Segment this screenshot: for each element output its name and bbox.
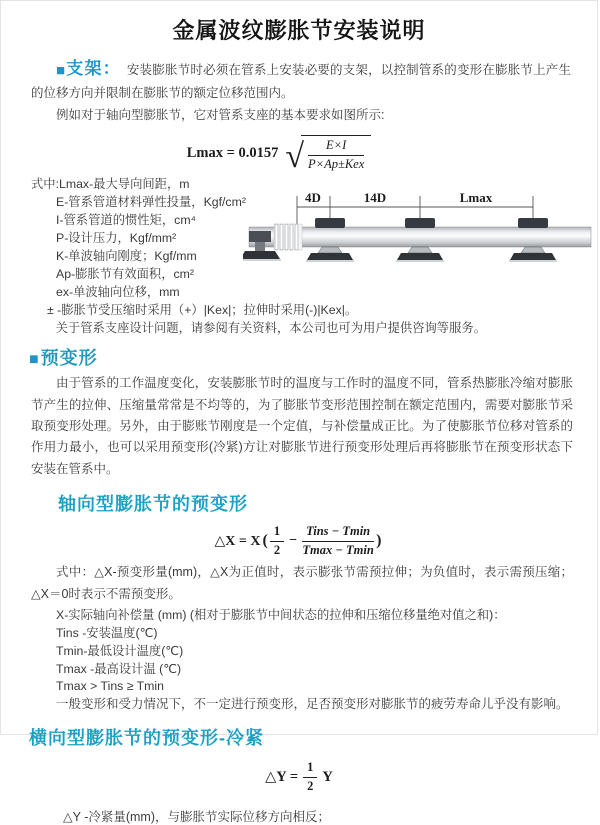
axial-formula-lhs: △X = X bbox=[214, 533, 261, 549]
temperature-fraction bbox=[302, 524, 374, 558]
lmax-formula bbox=[1, 135, 557, 175]
predeform-heading-label: 预变形 bbox=[40, 348, 98, 369]
axial-explanation-paragraph: 式中：△X-预变形量(mm)，△X为正值时，表示膨张节需预拉伸；为负值时，表示需预压缩；△X＝0时表示不需预变形。 bbox=[31, 565, 573, 601]
open-paren: ( bbox=[262, 532, 268, 550]
temperature-denominator: Tmax − Tmin bbox=[302, 542, 374, 557]
lateral-formula-lhs: △Y = bbox=[265, 769, 299, 786]
pipe-support-diagram-svg bbox=[243, 187, 595, 272]
sqrt-radical-icon: √ bbox=[285, 137, 305, 175]
half-denominator: 2 bbox=[307, 778, 314, 793]
half-numerator: 1 bbox=[270, 524, 284, 542]
axial-predeform-heading: 轴向型膨胀节的预变形 bbox=[58, 493, 248, 514]
predeform-section-heading bbox=[29, 344, 597, 370]
definition-line: ex-单波轴向位移，mm bbox=[56, 284, 180, 299]
support-example-line: 例如对于轴向型膨胀节，它对管系支座的基本要求如图所示: bbox=[56, 108, 385, 122]
section-bullet-icon: ■ bbox=[56, 62, 66, 79]
section-bullet-icon: ■ bbox=[29, 351, 40, 369]
bellows-icon bbox=[274, 224, 302, 250]
definition-line: E-管系管道材料弹性投量，Kgf/cm² bbox=[56, 195, 246, 210]
support-spacing-diagram bbox=[243, 187, 595, 272]
definition-line: Ap-膨胀节有效面积，cm² bbox=[56, 266, 194, 281]
diagram-label-4d: 4D bbox=[305, 190, 321, 205]
support-section-heading: 支架： bbox=[66, 59, 121, 78]
axial-formula bbox=[1, 524, 597, 558]
lateral-note: △Y -冷紧量(mm)，与膨胀节实际位移方向相反； bbox=[63, 810, 331, 825]
axial-item: Tmin-最低设计温度(℃) bbox=[56, 643, 184, 658]
predeform-body-paragraph: 由于管系的工作温度变化，安装膨胀节时的温度与工作时的温度不同，管系热膨胀冷缩对膨胀节产生的拉伸、压缩量常常是不均等的，为了膨胀节变形范围控制在额定范围内，需要对膨胀节采取预变形处理。另外，由于膨账节刚度是一个定值，与补偿量成正比。为了使膨胀节位移对管系的作用力最小，也可以采用预变形(冷紧)方让对膨胀节进行预变形处理后再将膨胀节在预变形状态下安装在管系中。 bbox=[31, 376, 573, 476]
minus-sign: − bbox=[289, 533, 298, 549]
lmax-formula-fraction bbox=[308, 138, 364, 172]
diagram-label-14d: 14D bbox=[363, 190, 387, 205]
close-paren: ) bbox=[376, 532, 382, 550]
lateral-formula-rhs: Y bbox=[322, 768, 333, 785]
definition-line: ± -膨胀节受压缩时采用（+）|Kex|；拉伸时采用(-)|Kex|。 bbox=[47, 302, 358, 317]
definition-line: 关于管系支座设计问题，请参阅有关资料，本公司也可为用户提供咨询等服务。 bbox=[55, 320, 486, 335]
diagram-label-lmax: Lmax bbox=[459, 190, 493, 205]
axial-item: Tmax -最高设计温 (℃) bbox=[56, 661, 182, 676]
definition-line: 式中:Lmax-最大导向间距，m bbox=[31, 177, 190, 192]
one-half-fraction bbox=[303, 760, 317, 794]
half-numerator: 1 bbox=[303, 760, 317, 778]
definition-line: P-设计压力，Kgf/mm² bbox=[56, 230, 177, 245]
lmax-formula-lhs: Lmax = 0.0157 bbox=[186, 145, 279, 162]
lmax-formula-numerator: E×I bbox=[308, 138, 364, 156]
temperature-numerator: Tins − Tmin bbox=[302, 524, 374, 542]
support-intro-paragraph bbox=[31, 58, 571, 104]
support-intro-text: 安装膨胀节时必须在管系上安装必要的支架，以控制管系的变形在膨胀节上产生的位移方向并限制在膨胀节的额定位移范围内。 bbox=[31, 63, 572, 100]
axial-note: 一般变形和受力情况下，不一定进行预变形，足否预变形对膨胀节的疲劳寿命儿乎没有影响。 bbox=[56, 697, 569, 712]
definition-line: I-管系管道的惯性矩，cm⁴ bbox=[56, 213, 196, 228]
one-half-fraction bbox=[270, 524, 284, 558]
sqrt-content bbox=[301, 135, 371, 172]
axial-item: Tmax > Tins ≥ Tmin bbox=[56, 679, 164, 694]
axial-items-list bbox=[56, 607, 597, 696]
lateral-predeform-heading: 横向型膨胀节的预变形-冷紧 bbox=[29, 727, 264, 748]
lateral-formula bbox=[1, 760, 597, 794]
definition-line: K-单波轴向刚度；Kgf/mm bbox=[56, 248, 197, 263]
half-denominator: 2 bbox=[273, 542, 281, 557]
axial-item: Tins -安装温度(℃) bbox=[56, 625, 158, 640]
lmax-formula-denominator: P×Ap±Kex bbox=[308, 156, 365, 171]
axial-item: X-实际轴向补偿量 (mm) (相对于膨胀节中间状态的拉伸和压缩位移量绝对值之和)： bbox=[56, 608, 506, 623]
page-title: 金属波纹膨胀节安装说明 bbox=[172, 18, 426, 43]
